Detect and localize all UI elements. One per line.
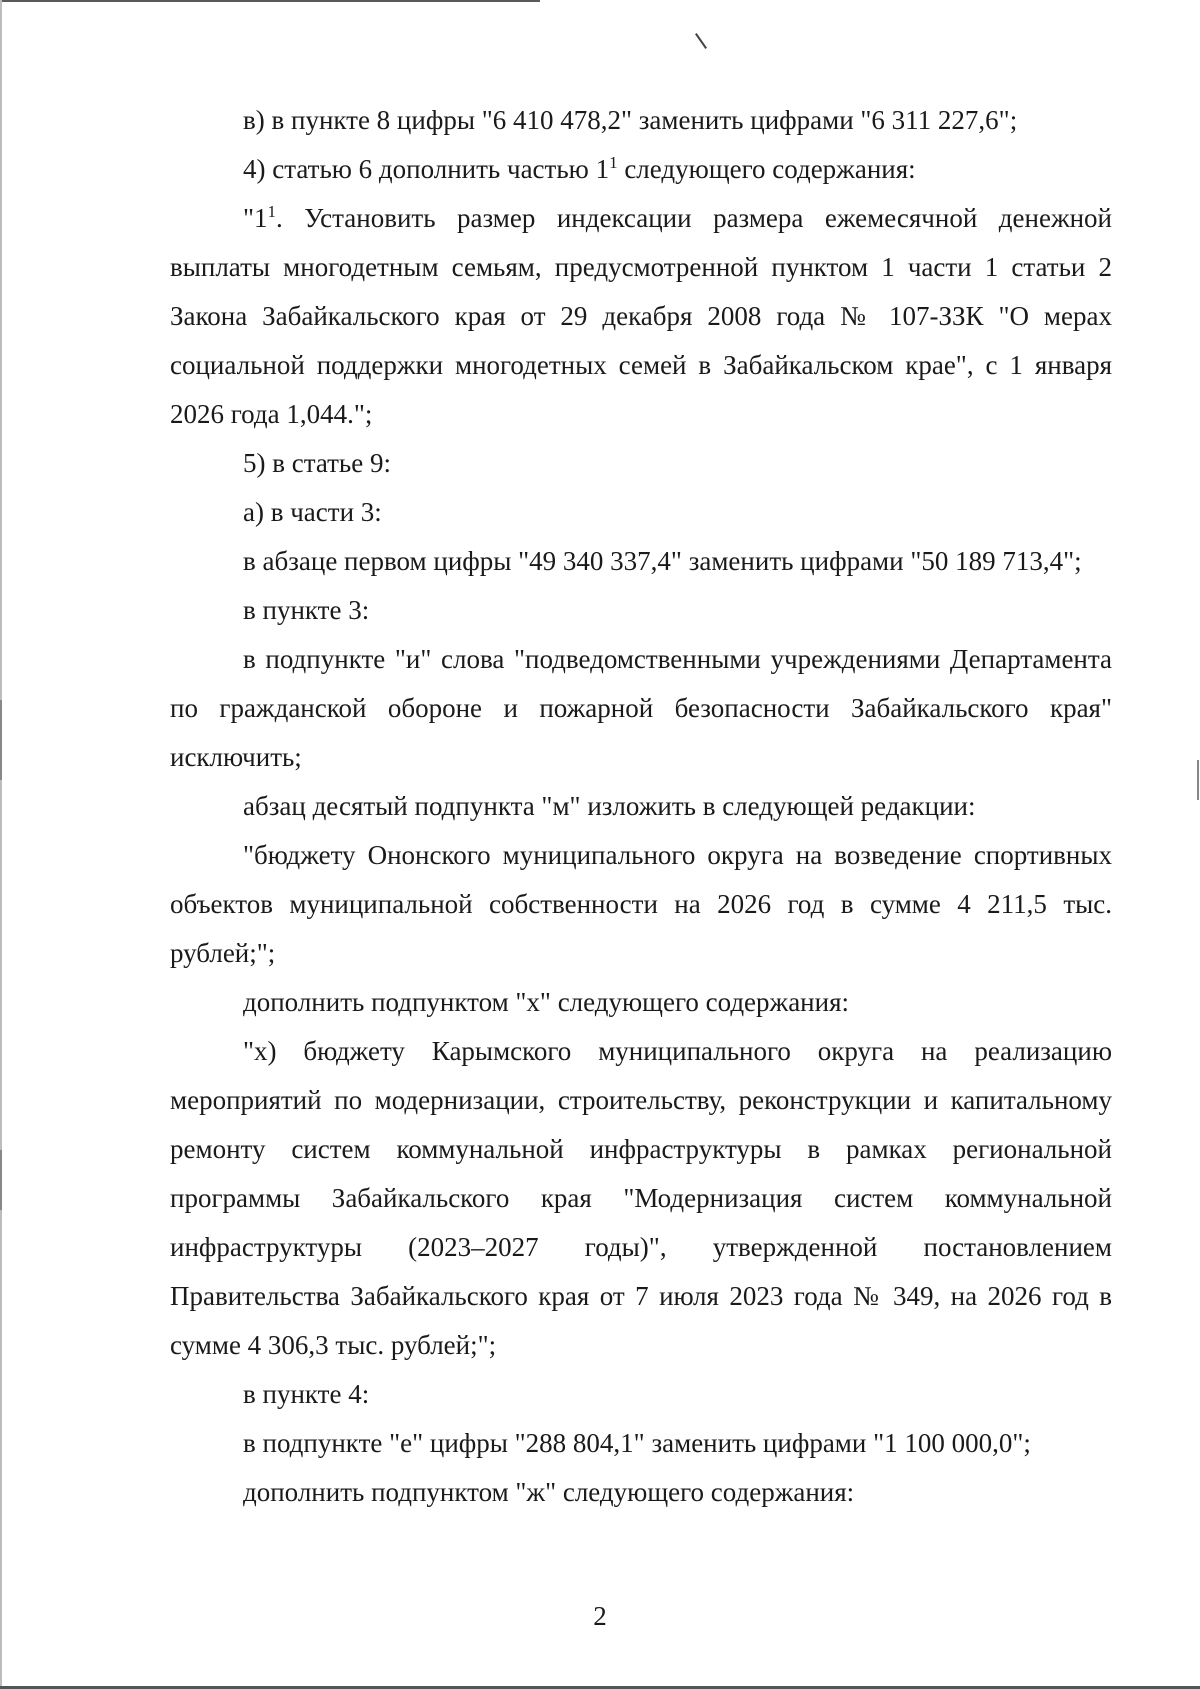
- superscript: 1: [267, 202, 277, 221]
- paragraph: в подпункте "е" цифры "288 804,1" заменить цифрами "1 100 000,0";: [243, 1428, 1031, 1458]
- paragraph: в абзаце первом цифры "49 340 337,4" заменить цифрами "50 189 713,4";: [243, 546, 1082, 576]
- paragraph: в) в пункте 8 цифры "6 410 478,2" заменить цифрами "6 311 227,6";: [243, 105, 1018, 135]
- paragraph: дополнить подпунктом "ж" следующего содержания:: [243, 1477, 855, 1507]
- paragraph: а) в части 3:: [243, 497, 382, 527]
- scan-edge-left: [0, 0, 2, 1689]
- paragraph: "$1^1$. Установить размер индексации размера ежемесячной денежной выплаты многодетным семьям, предусмотренной пунктом 1 части 1 статьи 2 Закона Забайкальского края от 29 декабря 2008 года № 107-ЗЗК "О мерах социальной поддержки многодетных семей в Забайкальском крае", с 1 января 2026 года 1,044.";: [170, 202, 1112, 429]
- paragraph: абзац десятый подпункта "м" изложить в следующей редакции:: [243, 791, 976, 821]
- scan-speck: [1197, 760, 1199, 800]
- document-body: [170, 96, 1112, 1517]
- scan-speck: [0, 700, 2, 780]
- scan-edge-top: [0, 0, 540, 2]
- paragraph: "бюджету Ононского муниципального округа на возведение спортивных объектов муниципальной собственности на 2026 год в сумме 4 211,5 тыс. рублей;";: [170, 840, 1112, 968]
- paragraph: в пункте 3:: [243, 595, 370, 625]
- paragraph: 4) статью 6 дополнить частью $1^1$ следующего содержания:: [243, 153, 916, 184]
- paragraph: в подпункте "и" слова "подведомственными учреждениями Департамента по гражданской обороне и пожарной безопасности Забайкальского края" исключить;: [170, 644, 1112, 772]
- scan-speck: [695, 33, 707, 49]
- scan-speck: [0, 1150, 2, 1210]
- paragraph: в пункте 4:: [243, 1379, 370, 1409]
- paragraph: 5) в статье 9:: [243, 448, 391, 478]
- paragraph: дополнить подпунктом "х" следующего содержания:: [243, 987, 849, 1017]
- superscript: 1: [609, 153, 618, 172]
- page-number: 2: [593, 1601, 607, 1631]
- paragraph: "х) бюджету Карымского муниципального округа на реализацию мероприятий по модернизации, строительству, реконструкции и капитальному ремонту систем коммунальной инфраструктуры в рамках региональной программы Забайкальского края "Модернизация систем коммунальной инфраструктуры (2023–2027 годы)", утвержденной постановлением Правительства Забайкальского края от 7 июля 2023 года № 349, на 2026 год в сумме 4 306,3 тыс. рублей;";: [170, 1036, 1112, 1360]
